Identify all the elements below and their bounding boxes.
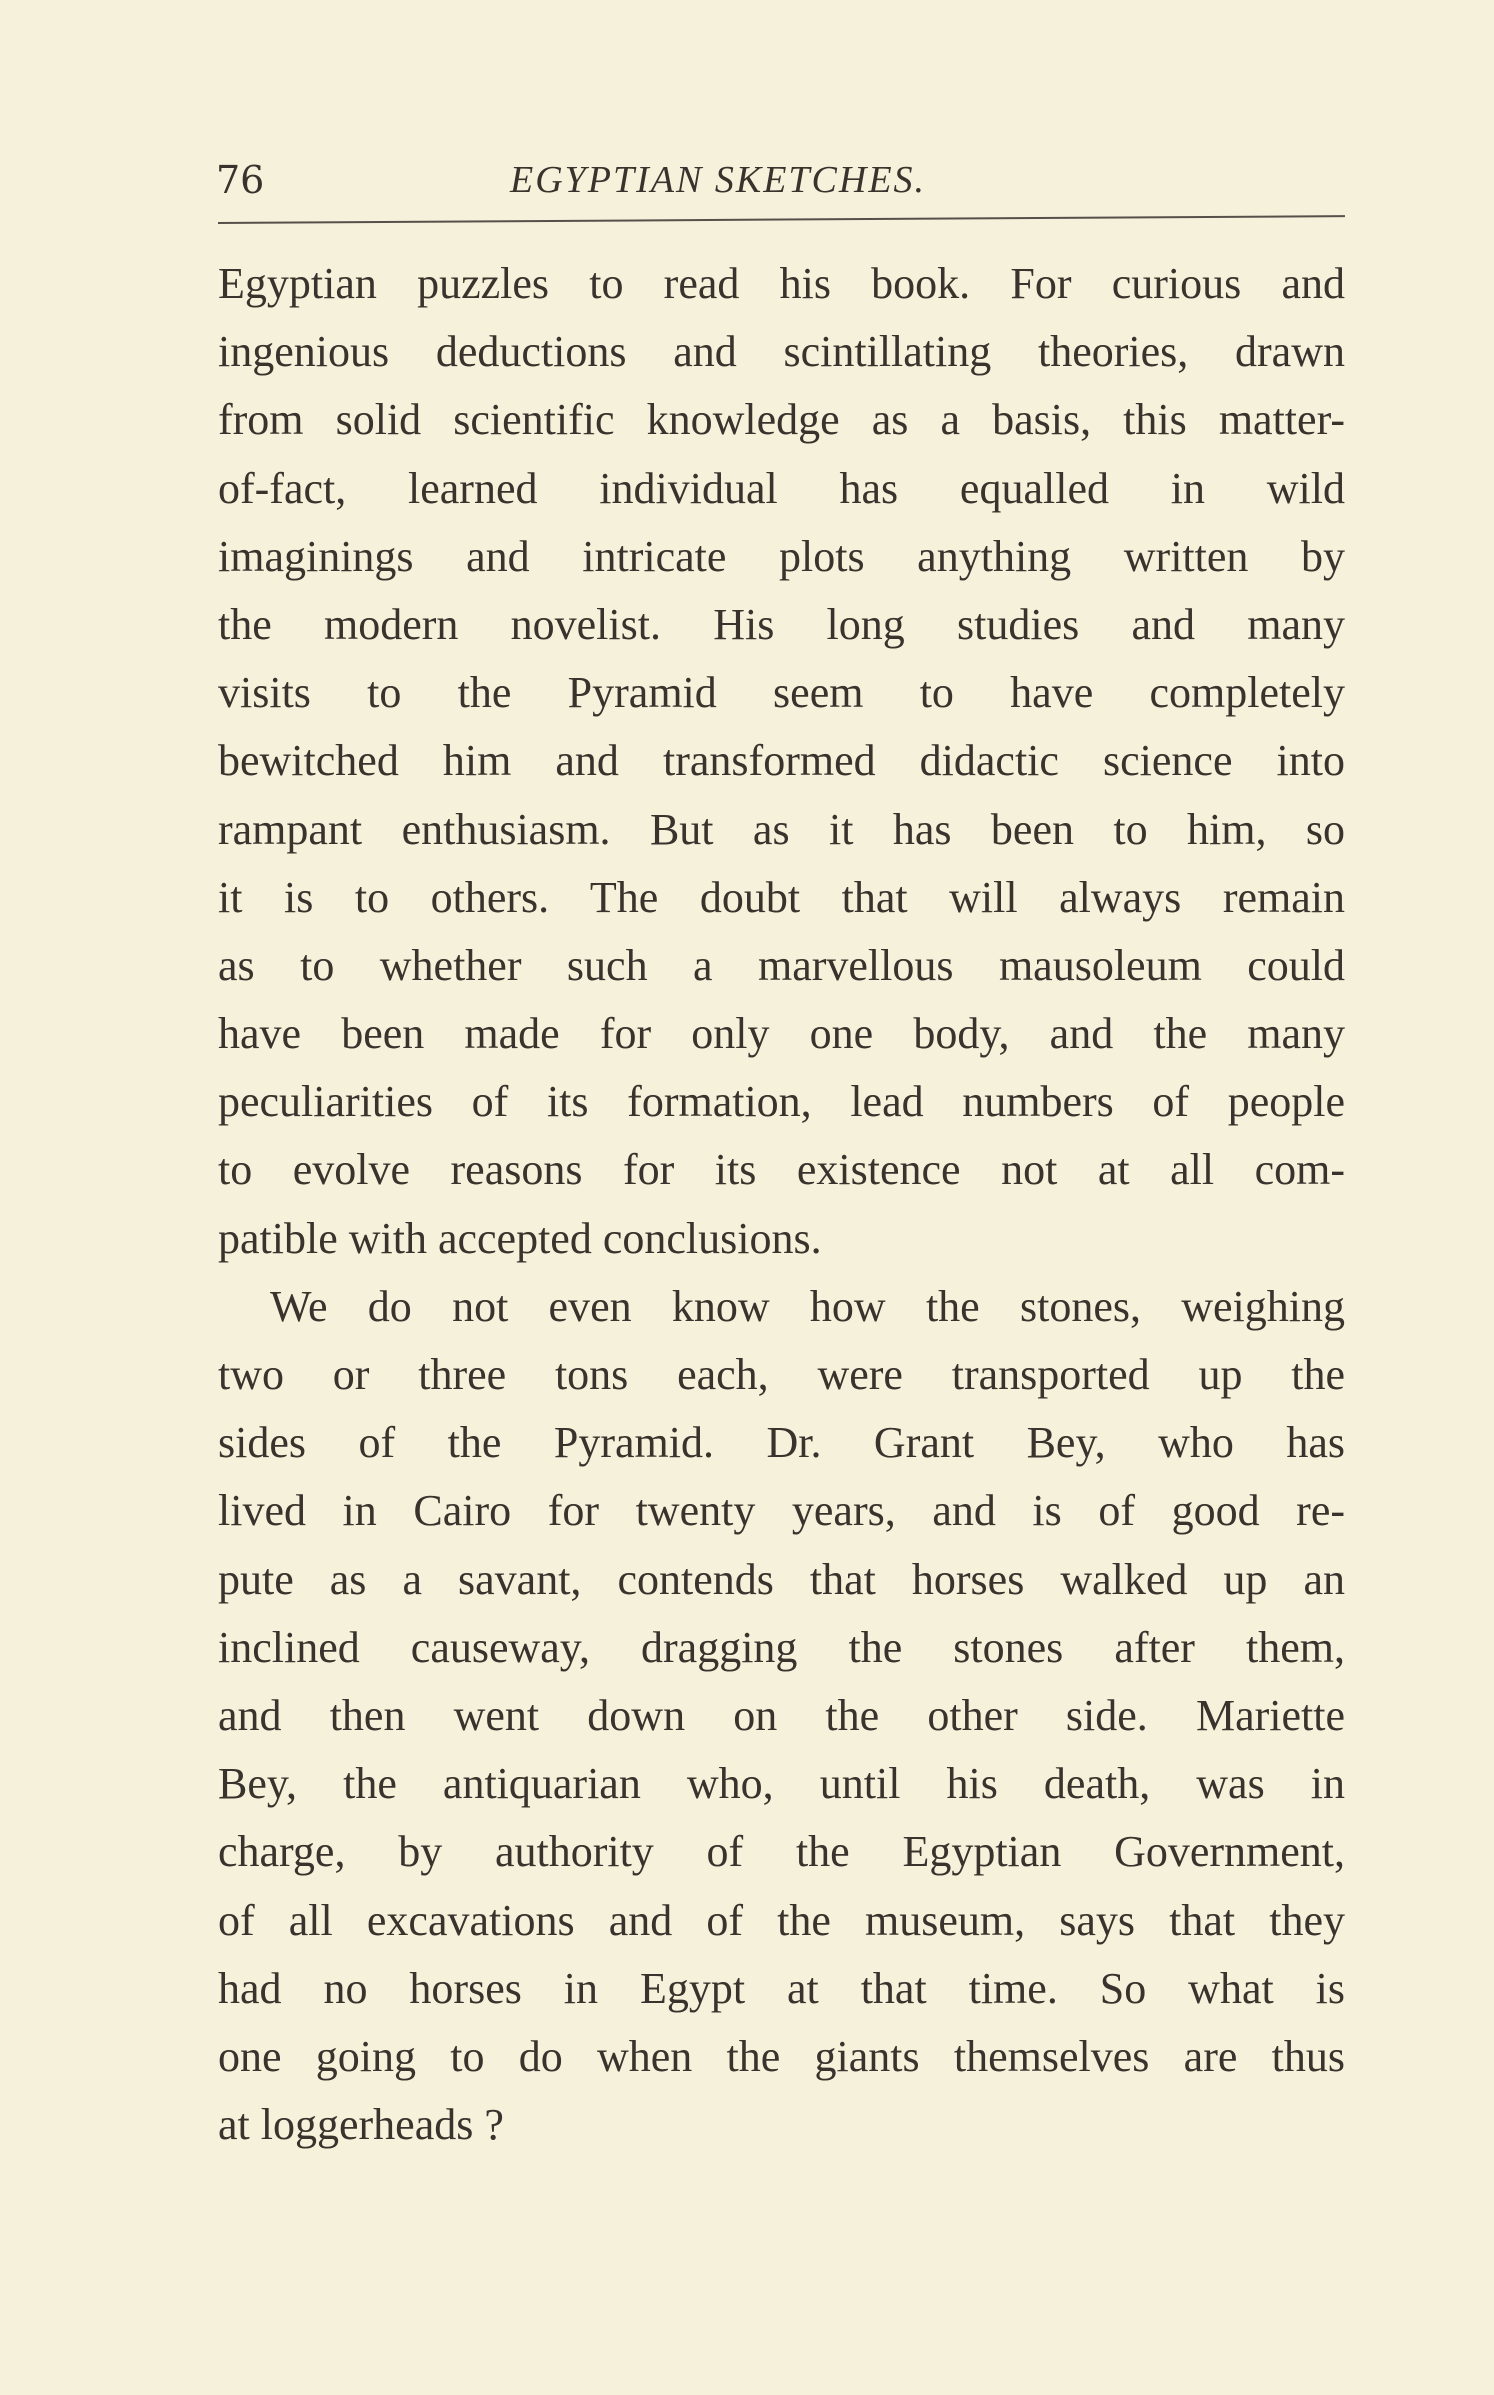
text-line: peculiarities of its formation, lead numbers of people (218, 1077, 1345, 1127)
text-line: lived in Cairo for twenty years, and is of good re- (218, 1486, 1345, 1536)
text-line: two or three tons each, were transported up the (218, 1350, 1345, 1399)
text-line: ingenious deductions and scintillating theories, drawn (218, 327, 1345, 377)
text-line: of all excavations and of the museum, says that they (218, 1895, 1345, 1945)
page-number: 76 (216, 158, 265, 202)
text-line: one going to do when the giants themselves are thus (218, 2031, 1345, 2081)
text-line: from solid scientific knowledge as a basis, this matter- (218, 395, 1345, 445)
header-rule (218, 215, 1345, 224)
text-line: had no horses in Egypt at that time. So what is (218, 1963, 1345, 2013)
text-line: imaginings and intricate plots anything written by (218, 531, 1345, 581)
text-line: sides of the Pyramid. Dr. Grant Bey, who has (218, 1418, 1345, 1468)
text-line: Egyptian puzzles to read his book. For curious and (218, 259, 1345, 308)
text-line: charge, by authority of the Egyptian Government, (218, 1827, 1345, 1877)
text-line: bewitched him and transformed didactic science into (218, 736, 1345, 786)
text-line: pute as a savant, contends that horses walked up an (218, 1554, 1345, 1604)
text-line: to evolve reasons for its existence not at all com- (218, 1145, 1345, 1195)
text-line: and then went down on the other side. Mariette (218, 1690, 1345, 1740)
text-line: at loggerheads ? (218, 2100, 504, 2150)
page-body (218, 250, 1345, 2159)
text-line: We do not even know how the stones, weighing (270, 1281, 1345, 1331)
text-line: Bey, the antiquarian who, until his death, was in (218, 1759, 1345, 1809)
text-line: as to whether such a marvellous mausoleum could (218, 940, 1345, 990)
text-line: the modern novelist. His long studies and many (218, 599, 1345, 649)
text-line: of-fact, learned individual has equalled in wild (218, 463, 1345, 513)
text-line: visits to the Pyramid seem to have completely (218, 668, 1345, 718)
text-line: patible with accepted conclusions. (218, 1213, 822, 1263)
running-title: EGYPTIAN SKETCHES. (510, 159, 927, 201)
text-line: inclined causeway, dragging the stones after them, (218, 1622, 1345, 1672)
text-line: it is to others. The doubt that will always remain (218, 872, 1345, 922)
text-line: rampant enthusiasm. But as it has been to him, so (218, 804, 1345, 854)
text-line: have been made for only one body, and the many (218, 1009, 1345, 1059)
